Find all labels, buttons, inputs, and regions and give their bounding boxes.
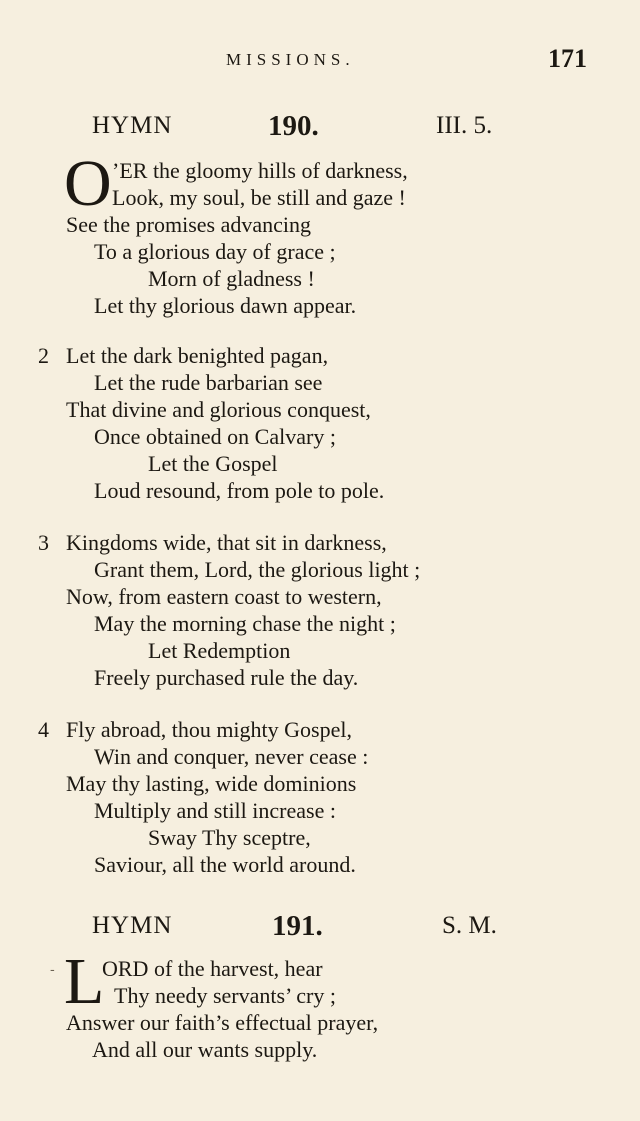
hymn-191-heading	[0, 912, 640, 946]
verse-line: Saviour, all the world around.	[94, 852, 356, 877]
printing-mark-icon: ‐	[50, 962, 55, 978]
section-title: MISSIONS.	[226, 50, 355, 69]
verse-line: Let Redemption	[148, 638, 291, 663]
verse-line: Thy needy servants’ cry ;	[114, 983, 336, 1008]
stanza-number: 2	[38, 343, 49, 368]
hymn-number: 191.	[272, 910, 323, 942]
hymn-label: HYMN	[92, 112, 173, 139]
verse-line: Let thy glorious dawn appear.	[94, 293, 357, 318]
verse-line: Fly abroad, thou mighty Gospel,	[66, 717, 352, 742]
running-head	[0, 44, 640, 80]
verse-line: Sway Thy sceptre,	[148, 825, 311, 850]
verse-line: Once obtained on Calvary ;	[94, 424, 336, 449]
hymn-label: HYMN	[92, 912, 173, 939]
verse-line: Kingdoms wide, that sit in darkness,	[66, 530, 387, 555]
drop-cap: O	[64, 147, 112, 220]
hymn-meter: III. 5.	[436, 112, 493, 139]
verse-line: Win and conquer, never cease :	[94, 744, 369, 769]
hymn-meter: S. M.	[442, 912, 497, 939]
verse-line: And all our wants supply.	[92, 1037, 318, 1062]
verse-line: See the promises advancing	[66, 212, 311, 237]
hymn-number: 190.	[268, 110, 319, 142]
verse-line: Freely purchased rule the day.	[94, 665, 359, 690]
stanza-number: 4	[38, 717, 49, 742]
verse-line: Grant them, Lord, the glorious light ;	[94, 557, 421, 582]
verse-line: Loud resound, from pole to pole.	[94, 478, 385, 503]
verse-line: May thy lasting, wide dominions	[66, 771, 357, 796]
verse-line: Multiply and still increase :	[94, 798, 336, 823]
verse-line: Now, from eastern coast to western,	[66, 584, 382, 609]
verse-line: Let the dark benighted pagan,	[66, 343, 329, 368]
hymn-190-heading	[0, 112, 640, 146]
verse-line: Morn of gladness !	[148, 266, 315, 291]
drop-cap: L	[64, 945, 105, 1018]
stanza-number: 3	[38, 530, 49, 555]
page-number: 171	[548, 44, 587, 73]
verse-line: Let the rude barbarian see	[94, 370, 323, 395]
verse-line: That divine and glorious conquest,	[66, 397, 371, 422]
verse-line: Let the Gospel	[148, 451, 278, 476]
verse-line: To a glorious day of grace ;	[94, 239, 336, 264]
verse-line: Answer our faith’s effectual prayer,	[66, 1010, 379, 1035]
verse-line: ’ER the gloomy hills of darkness,	[112, 158, 408, 183]
verse-line: May the morning chase the night ;	[94, 611, 396, 636]
verse-line: Look, my soul, be still and gaze !	[112, 185, 406, 210]
verse-line: ORD of the harvest, hear	[102, 956, 323, 981]
